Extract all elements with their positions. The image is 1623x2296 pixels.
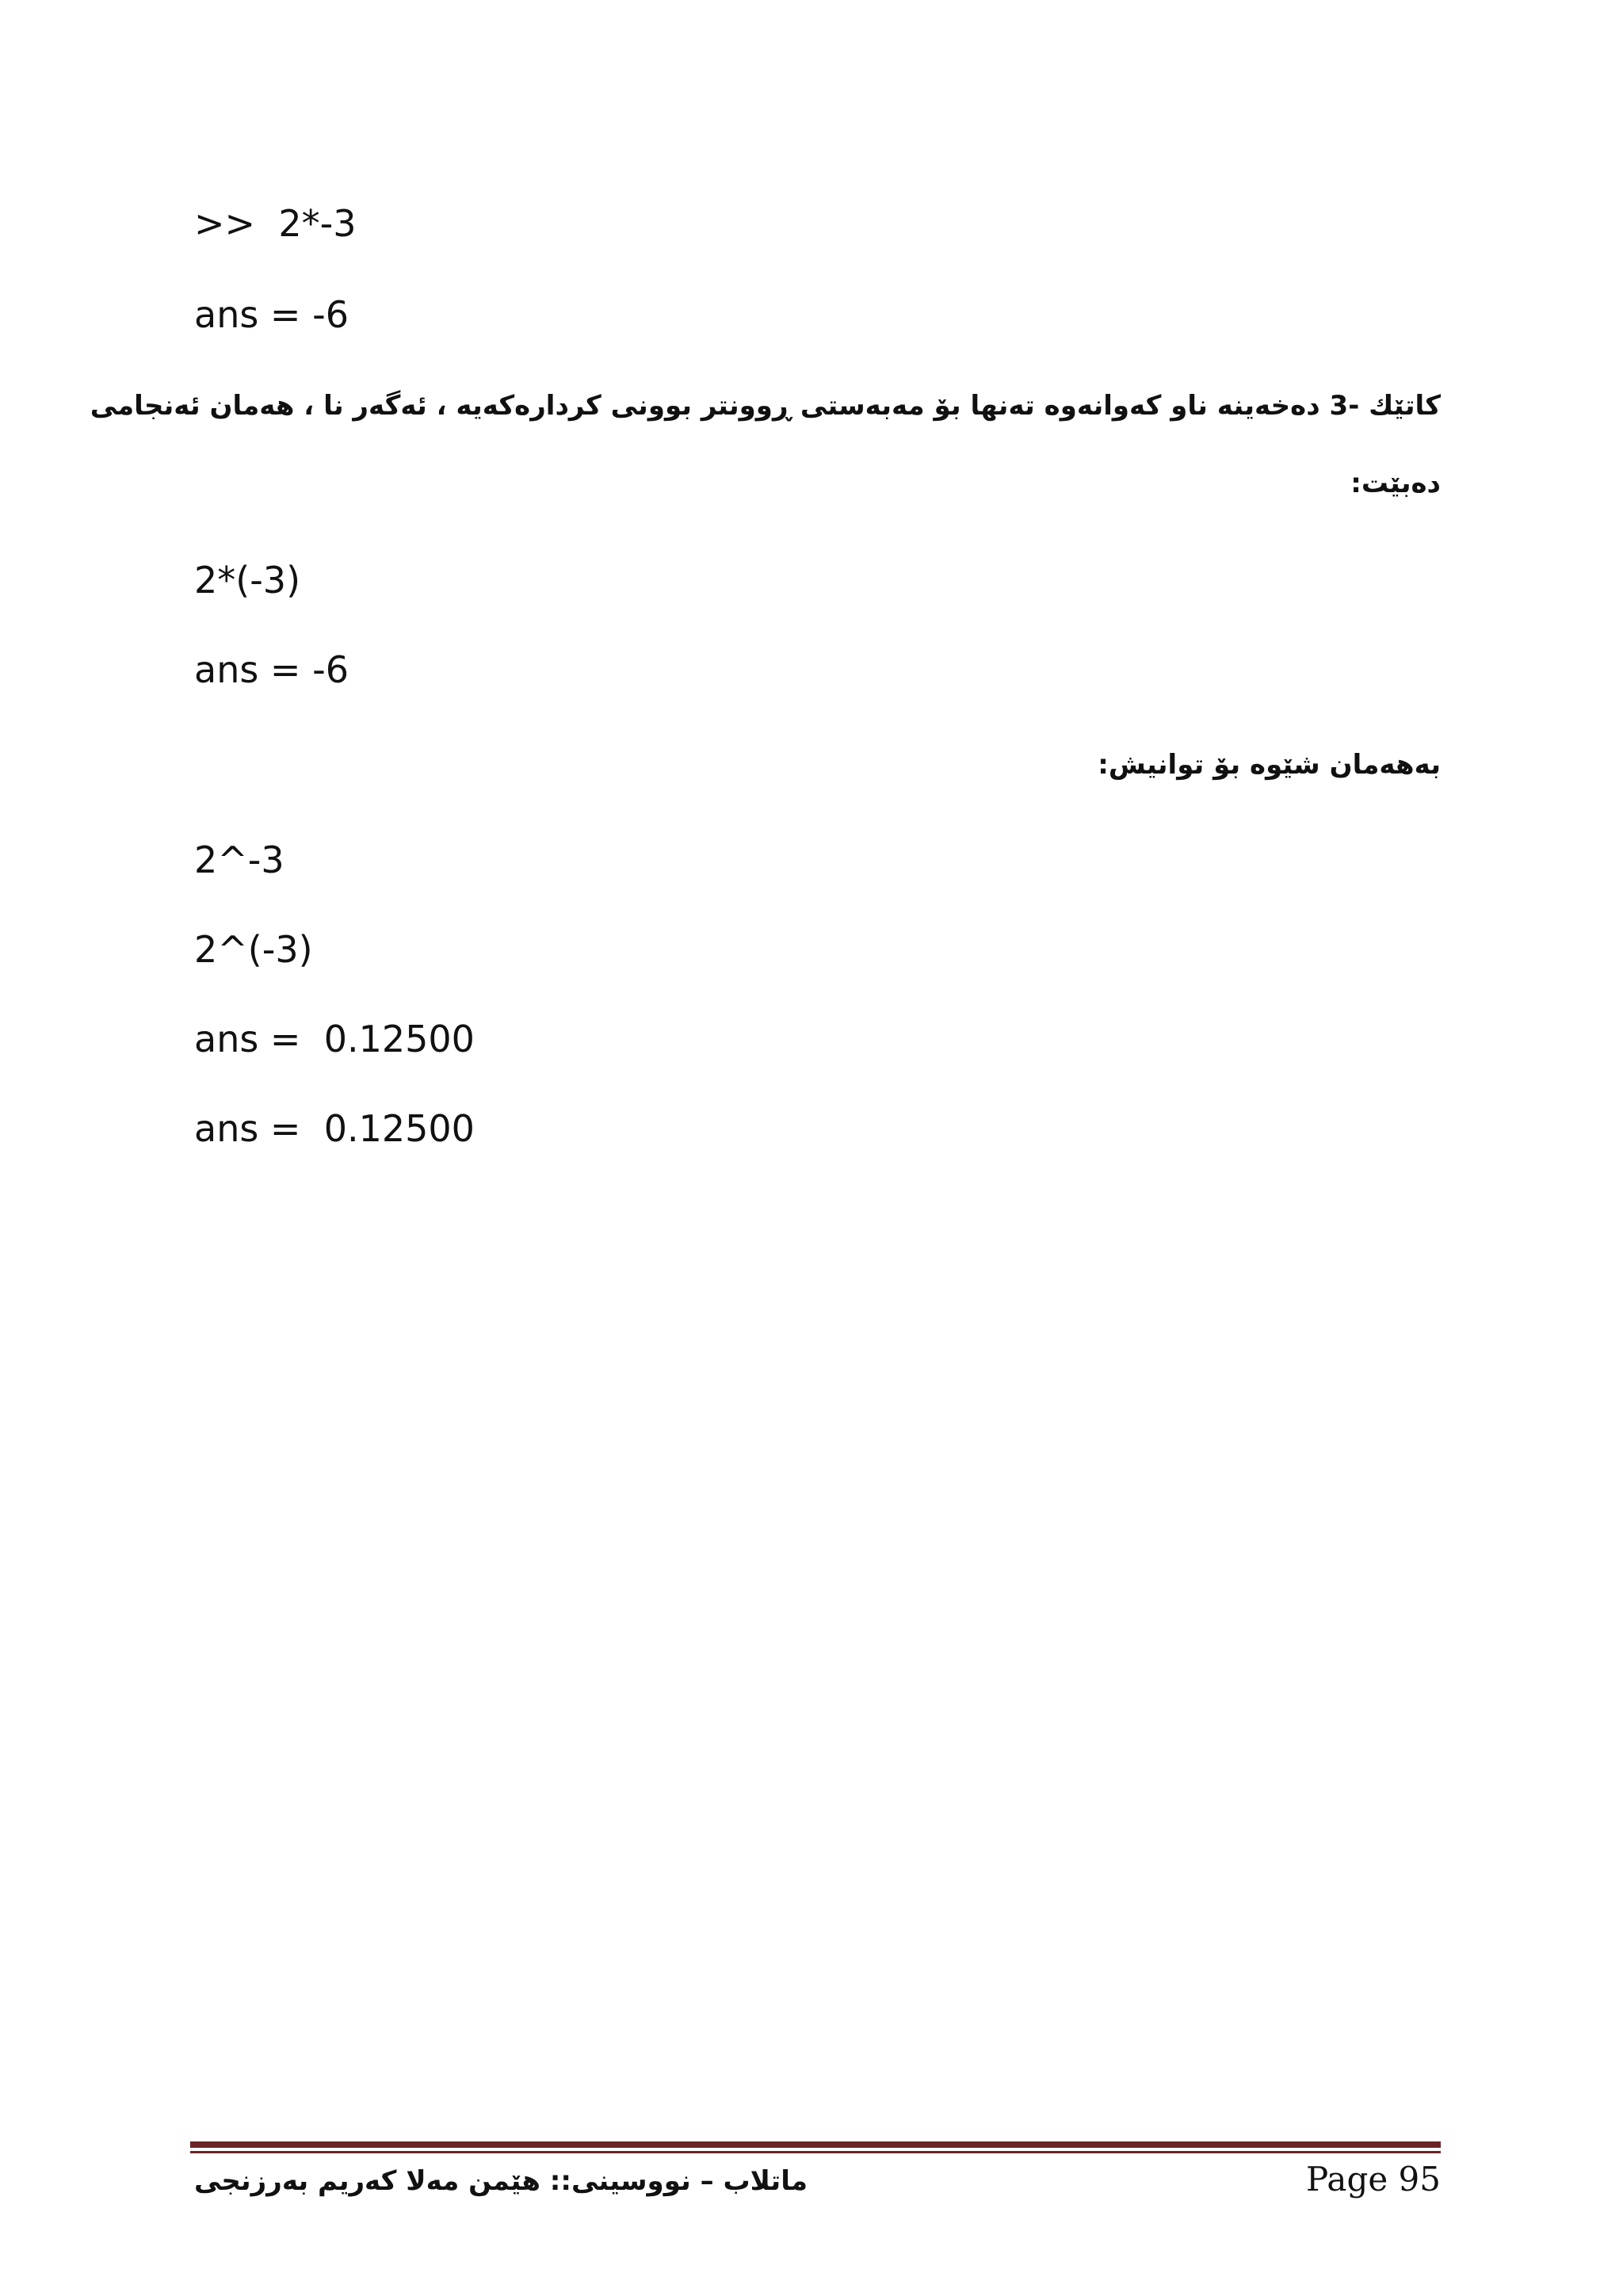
footer-author: ماتلاب – نووسینی:: هێمن مەلا کەریم بەرزنجی — [194, 2165, 808, 2197]
paragraph-line: دەبێت: — [1350, 468, 1441, 499]
footer-divider — [190, 2141, 1441, 2148]
footer-divider-thin — [190, 2151, 1441, 2153]
code-result: ans = -6 — [194, 648, 349, 691]
code-result: ans = 0.12500 — [194, 1018, 475, 1060]
page-number: Page 95 — [1306, 2160, 1441, 2199]
paragraph-line: کاتێك -3 دەخەینە ناو کەوانەوە تەنها بۆ مەبەستی ڕوونتر بوونی کردارەکەیە ، ئەگەر نا ، هەمان ئەنجامی — [90, 390, 1441, 422]
code-command: 2^-3 — [194, 839, 285, 881]
code-result: ans = -6 — [194, 293, 349, 336]
code-result: ans = 0.12500 — [194, 1107, 475, 1150]
code-command: >> 2*-3 — [194, 202, 357, 245]
code-command: 2^(-3) — [194, 928, 313, 971]
paragraph-line: بەهەمان شێوە بۆ توانیش: — [1098, 749, 1441, 781]
code-command: 2*(-3) — [194, 559, 301, 602]
